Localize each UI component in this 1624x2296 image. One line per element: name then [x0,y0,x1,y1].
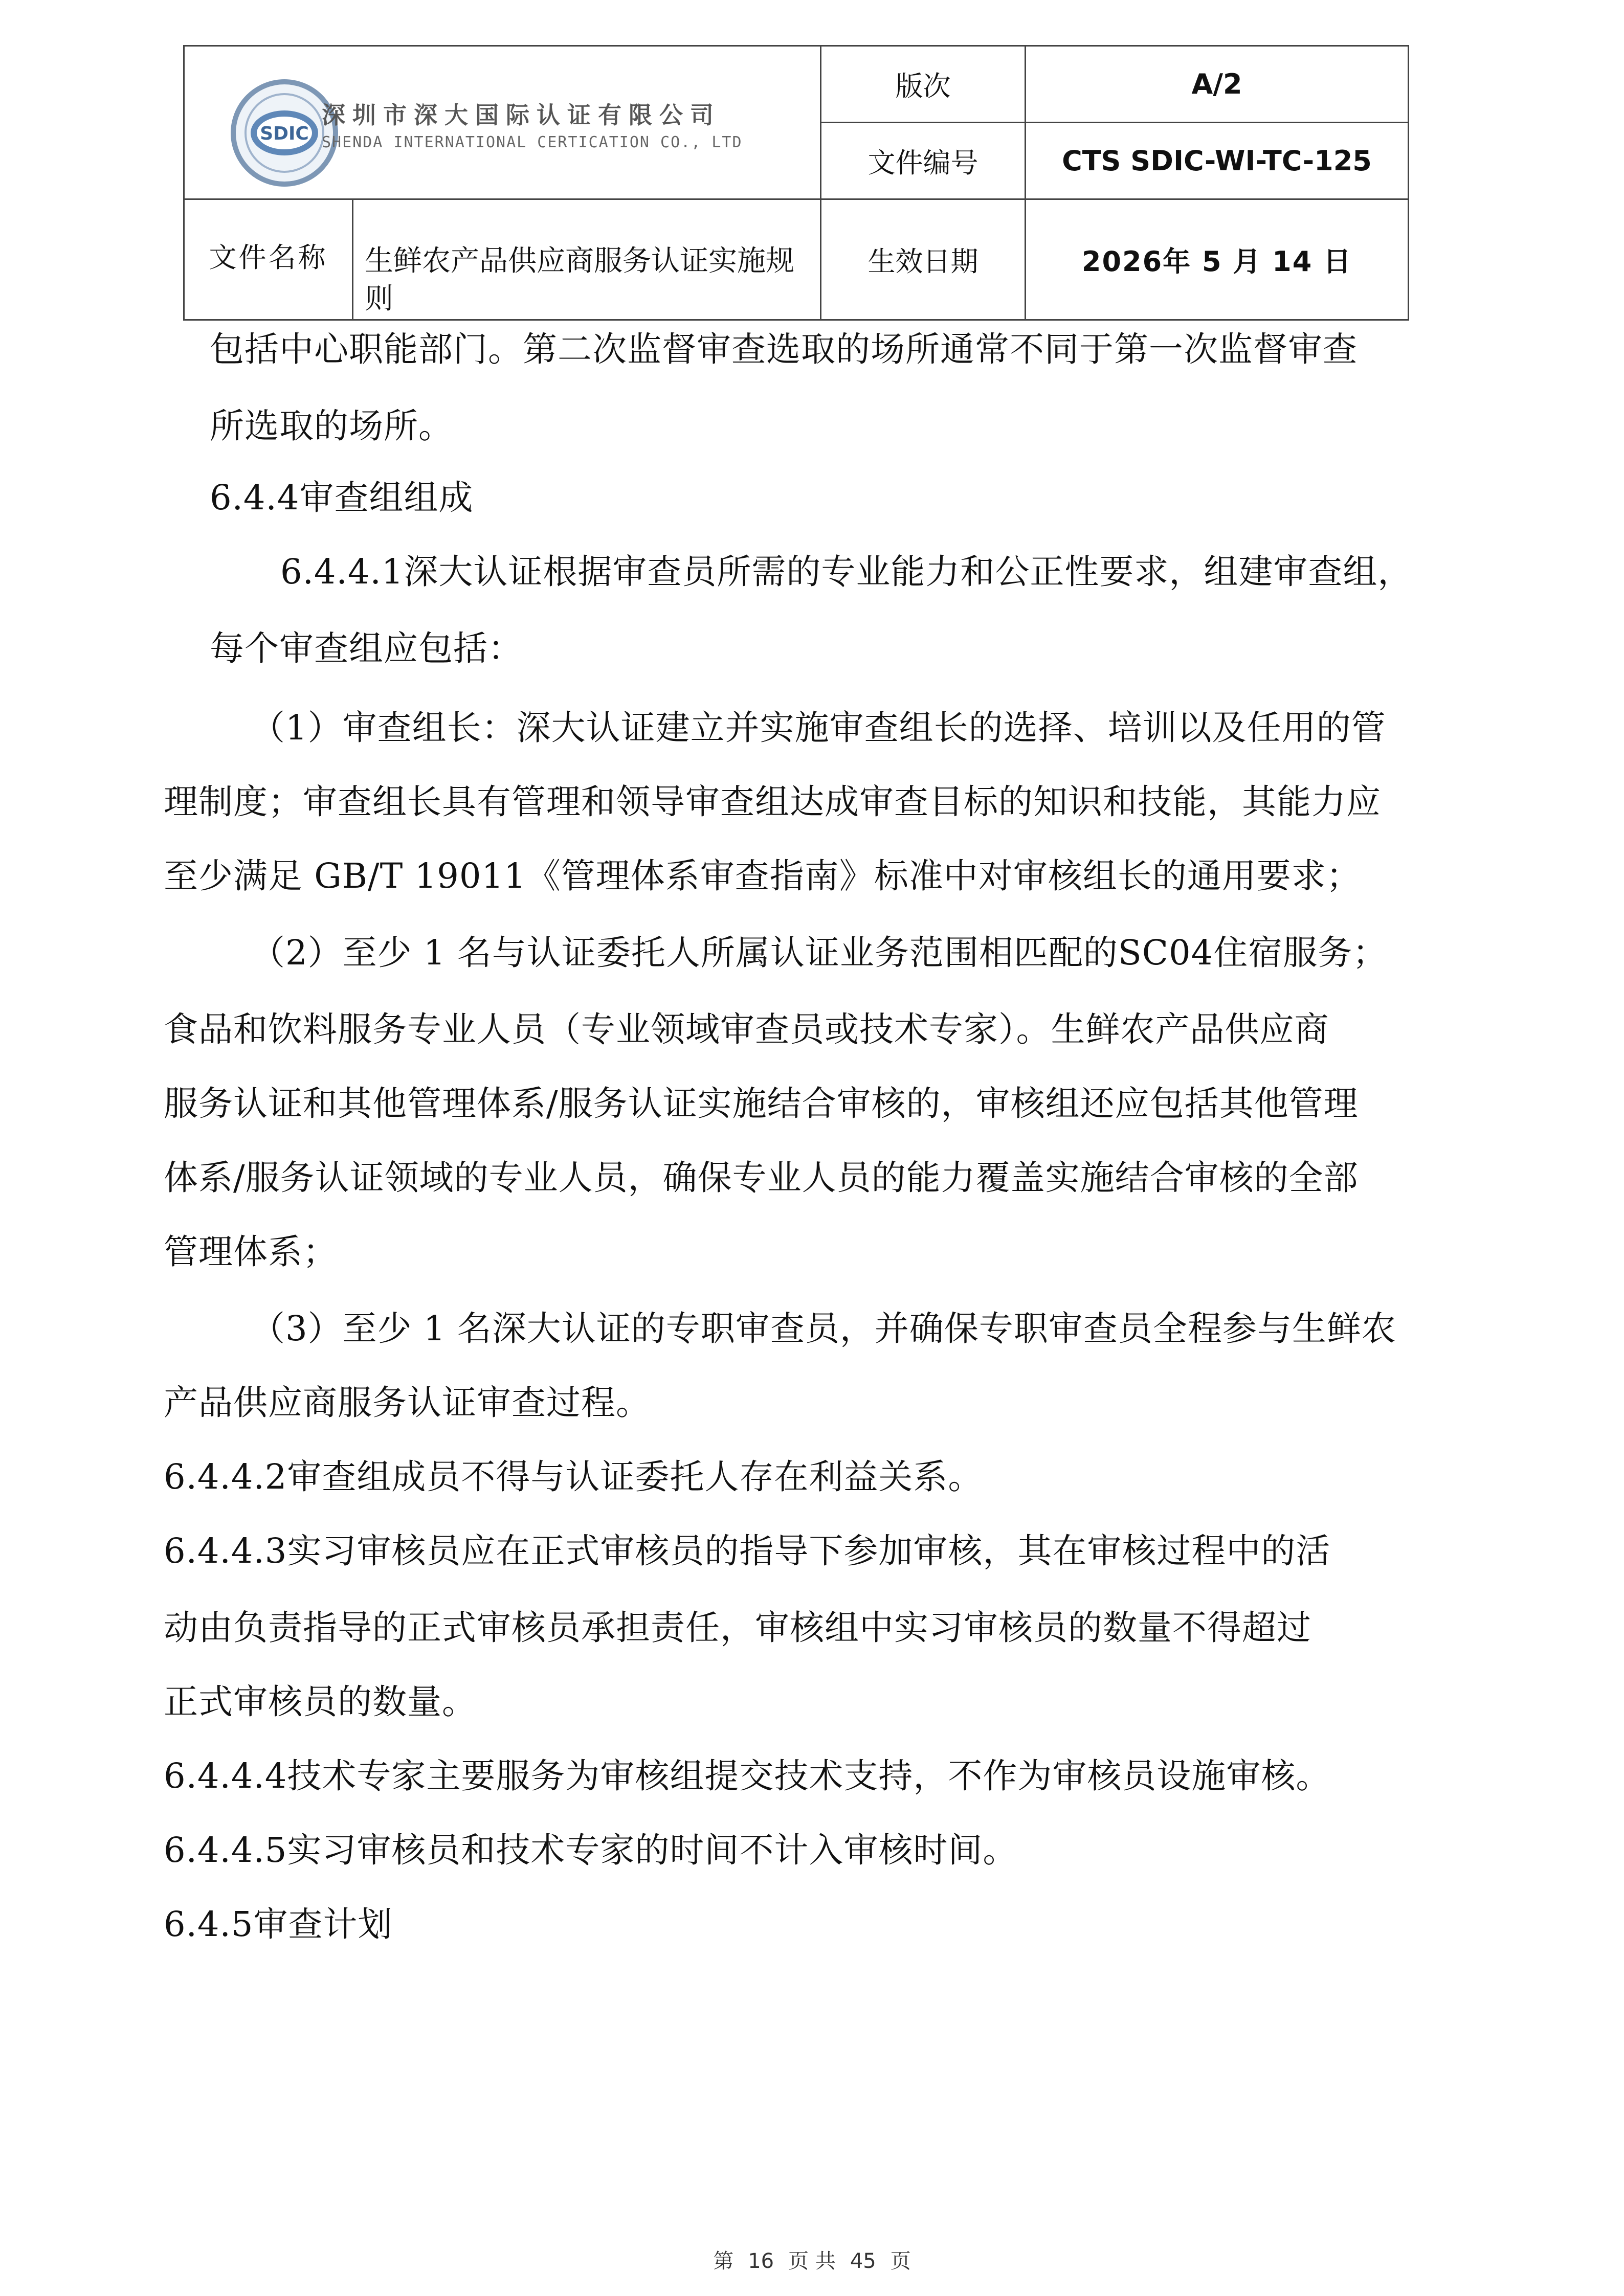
effective-date-value: 2026年 5 月 14 日 [1026,199,1409,320]
company-name-en: SHENDA INTERNATIONAL CERTICATION CO., LTD [322,133,743,151]
clause-6-4-4-2: 6.4.4.2审查组成员不得与认证委托人存在利益关系。 [164,1457,983,1497]
body-line: 理制度；审查组长具有管理和领导审查组达成审查目标的知识和技能，其能力应 [164,782,1381,822]
body-line: 动由负责指导的正式审核员承担责任，审核组中实习审核员的数量不得超过 [164,1608,1311,1648]
body-line: 所选取的场所。 [210,406,453,446]
body-line: 每个审查组应包括： [210,628,523,668]
section-heading-6-4-4: 6.4.4审查组组成 [210,478,474,517]
svg-text:SDIC: SDIC [260,123,309,144]
clause-6-4-4-3: 6.4.4.3实习审核员应在正式审核员的指导下参加审核，其在审核过程中的活 [164,1531,1331,1571]
page-footer [0,2245,1624,2274]
version-value: A/2 [1026,46,1409,123]
page-suffix: 页 [890,2249,911,2273]
list-item-2: （2）至少 1 名与认证委托人所属认证业务范围相匹配的SC04住宿服务； [251,933,1388,973]
body-line: 食品和饮料服务专业人员（专业领域审查员或技术专家）。生鲜农产品供应商 [164,1009,1329,1049]
body-line: 服务认证和其他管理体系/服务认证实施结合审核的，审核组还应包括其他管理 [164,1084,1359,1123]
list-item-1: （1）审查组长：深大认证建立并实施审查组长的选择、培训以及任用的管 [251,708,1386,748]
list-item-3: （3）至少 1 名深大认证的专职审查员，并确保专职审查员全程参与生鲜农 [251,1309,1396,1348]
page-total: 45 [850,2249,876,2273]
page-mid: 页 共 [788,2249,836,2273]
page-prefix: 第 [713,2249,734,2273]
clause-6-4-4-5: 6.4.4.5实习审核员和技术专家的时间不计入审核时间。 [164,1830,1018,1870]
clause-6-4-4-1: 6.4.4.1深大认证根据审查员所需的专业能力和公正性要求，组建审查组， [280,552,1413,592]
page-current: 16 [748,2249,774,2273]
effective-date-label: 生效日期 [821,199,1026,320]
version-label: 版次 [821,46,1026,123]
doc-name-text: 生鲜农产品供应商服务认证实施规则 [365,244,794,316]
section-heading-6-4-5: 6.4.5审查计划 [164,1904,393,1944]
clause-6-4-4-4: 6.4.4.4技术专家主要服务为审核组提交技术支持，不作为审核员设施审核。 [164,1756,1331,1796]
body-line: 正式审核员的数量。 [164,1682,477,1722]
body-line: 产品供应商服务认证审查过程。 [164,1383,651,1423]
body-line: 至少满足 GB/T 19011《管理体系审查指南》标准中对审核组长的通用要求； [164,856,1361,896]
body-line: 管理体系； [164,1232,338,1272]
company-name-cn: 深圳市深大国际认证有限公司 [322,101,721,129]
body-line: 体系/服务认证领域的专业人员，确保专业人员的能力覆盖实施结合审核的全部 [164,1158,1359,1198]
doc-number-value: CTS SDIC-WI-TC-125 [1026,123,1409,199]
doc-name-label: 文件名称 [184,199,353,320]
doc-number-label: 文件编号 [821,123,1026,199]
body-line: 包括中心职能部门。第二次监督审查选取的场所通常不同于第一次监督审查 [210,329,1358,369]
